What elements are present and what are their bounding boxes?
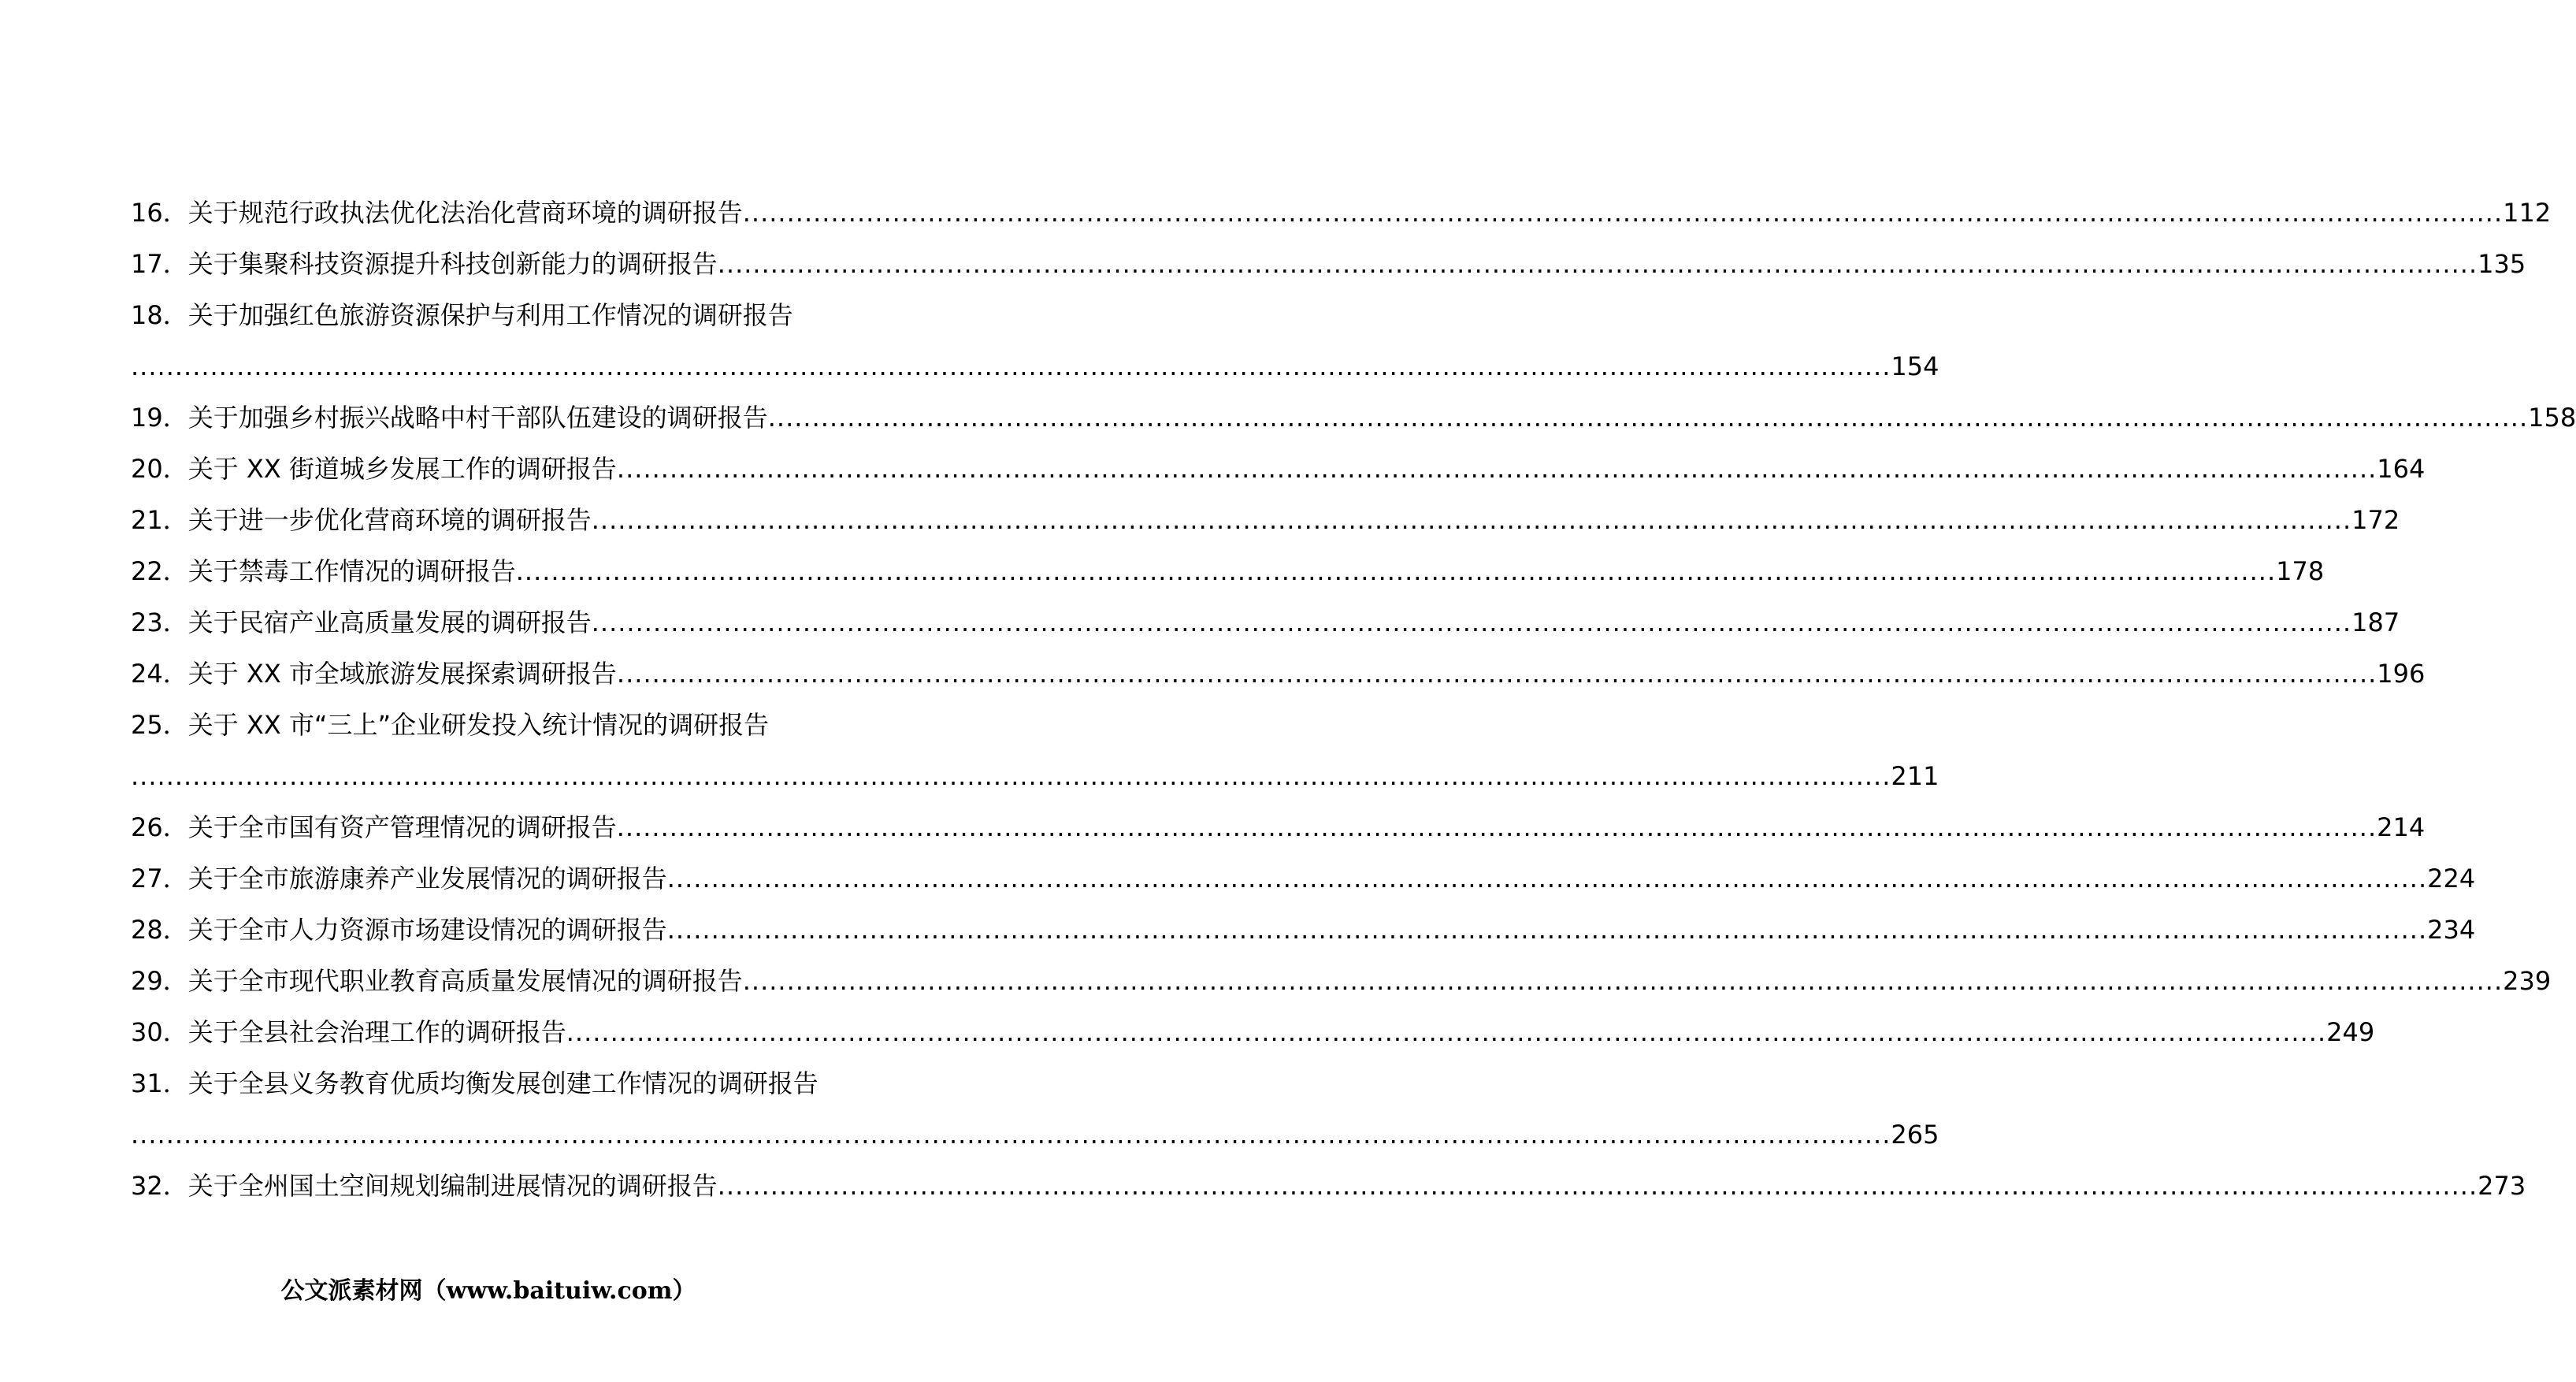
toc-entry-18[interactable] <box>131 290 854 341</box>
toc-entry-page: 211 <box>1891 761 1939 791</box>
dot-leader: ........................................................................................................................................................................................................ <box>591 607 2352 637</box>
toc-entry-page: 172 <box>2351 505 2400 535</box>
toc-entry-30[interactable] <box>131 1007 2375 1058</box>
dot-leader: ........................................................................................................................................................................................................ <box>742 198 2504 228</box>
toc-entry-title: 31．关于全县义务教育优质均衡发展创建工作情况的调研报告 <box>131 1068 818 1098</box>
toc-entry-page: 214 <box>2377 812 2426 842</box>
dot-leader: ........................................................................................................................................................................................................ <box>566 1017 2327 1047</box>
dot-leader: ........................................................................................................................................................................................................ <box>616 659 2377 689</box>
toc-entry-title: 28．关于全市人力资源市场建设情况的调研报告 <box>131 915 667 945</box>
toc-entry-22[interactable] <box>131 546 2325 597</box>
dot-leader: ........................................................................................................................................................................................................ <box>717 1171 2478 1201</box>
dot-leader: ........................................................................................................................................................................................................ <box>591 505 2352 535</box>
toc-entry-title: 27．关于全市旅游康养产业发展情况的调研报告 <box>131 864 667 893</box>
toc-entry-title: 26．关于全市国有资产管理情况的调研报告 <box>131 812 617 842</box>
toc-entry-page: 178 <box>2276 556 2325 586</box>
toc-entry-24[interactable] <box>131 648 2426 700</box>
dot-leader: ........................................................................................................................................................................................................ <box>666 915 2428 945</box>
dot-leader: ........................................................................................................................................................................................................ <box>742 966 2504 996</box>
toc-entry-title: 21．关于进一步优化营商环境的调研报告 <box>131 505 592 535</box>
toc-entry-16[interactable] <box>131 188 2552 239</box>
table-of-contents <box>131 188 2576 1212</box>
toc-entry-title: 32．关于全州国土空间规划编制进展情况的调研报告 <box>131 1171 718 1201</box>
toc-entry-page: 187 <box>2351 607 2400 637</box>
toc-entry-25-continuation[interactable] <box>131 751 1939 802</box>
toc-entry-page: 164 <box>2377 454 2426 484</box>
dot-leader: ........................................................................................................................................................................................................ <box>131 1120 1891 1150</box>
toc-entry-page: 239 <box>2503 966 2552 996</box>
toc-entry-title: 29．关于全市现代职业教育高质量发展情况的调研报告 <box>131 966 743 996</box>
toc-entry-18-continuation[interactable] <box>131 341 1939 392</box>
toc-entry-27[interactable] <box>131 853 2476 905</box>
toc-entry-page: 265 <box>1891 1120 1939 1150</box>
dot-leader: ........................................................................................................................................................................................................ <box>666 864 2428 893</box>
toc-entry-title: 19．关于加强乡村振兴战略中村干部队伍建设的调研报告 <box>131 403 768 433</box>
toc-entry-31-continuation[interactable] <box>131 1109 1939 1161</box>
dot-leader: ........................................................................................................................................................................................................ <box>131 351 1891 381</box>
toc-entry-21[interactable] <box>131 495 2400 546</box>
footer-source-credit: 公文派素材网（www.baituiw.com） <box>280 1277 696 1305</box>
toc-entry-title: 18．关于加强红色旅游资源保护与利用工作情况的调研报告 <box>131 300 793 330</box>
toc-entry-23[interactable] <box>131 597 2400 648</box>
toc-entry-title: 20．关于 XX 街道城乡发展工作的调研报告 <box>131 454 617 484</box>
dot-leader: ........................................................................................................................................................................................................ <box>717 249 2478 279</box>
toc-entry-page: 154 <box>1891 351 1939 381</box>
dot-leader: ........................................................................................................................................................................................................ <box>131 761 1891 791</box>
toc-entry-page: 234 <box>2427 915 2476 945</box>
toc-entry-20[interactable] <box>131 444 2426 495</box>
dot-leader: ........................................................................................................................................................................................................ <box>616 454 2377 484</box>
dot-leader: ........................................................................................................................................................................................................ <box>767 403 2529 433</box>
toc-entry-25[interactable] <box>131 700 854 751</box>
toc-entry-title: 23．关于民宿产业高质量发展的调研报告 <box>131 607 592 637</box>
toc-entry-title: 17．关于集聚科技资源提升科技创新能力的调研报告 <box>131 249 718 279</box>
toc-entry-page: 196 <box>2377 659 2426 689</box>
toc-entry-page: 249 <box>2326 1017 2375 1047</box>
toc-entry-title: 24．关于 XX 市全域旅游发展探索调研报告 <box>131 659 617 689</box>
toc-entry-page: 273 <box>2478 1171 2526 1201</box>
toc-entry-26[interactable] <box>131 802 2426 853</box>
toc-entry-31[interactable] <box>131 1058 854 1109</box>
toc-entry-page: 112 <box>2503 198 2552 228</box>
toc-entry-title: 22．关于禁毒工作情况的调研报告 <box>131 556 516 586</box>
toc-entry-title: 25．关于 XX 市“三上”企业研发投入统计情况的调研报告 <box>131 710 770 740</box>
toc-entry-19[interactable] <box>131 392 2576 444</box>
toc-entry-page: 158 <box>2528 403 2576 433</box>
toc-entry-page: 135 <box>2478 249 2526 279</box>
toc-entry-page: 224 <box>2427 864 2476 893</box>
toc-entry-32[interactable] <box>131 1161 2526 1212</box>
dot-leader: ........................................................................................................................................................................................................ <box>616 812 2377 842</box>
toc-entry-17[interactable] <box>131 239 2526 290</box>
dot-leader: ........................................................................................................................................................................................................ <box>515 556 2277 586</box>
toc-entry-title: 30．关于全县社会治理工作的调研报告 <box>131 1017 566 1047</box>
toc-entry-29[interactable] <box>131 956 2552 1007</box>
toc-entry-28[interactable] <box>131 905 2476 956</box>
toc-entry-title: 16．关于规范行政执法优化法治化营商环境的调研报告 <box>131 198 743 228</box>
